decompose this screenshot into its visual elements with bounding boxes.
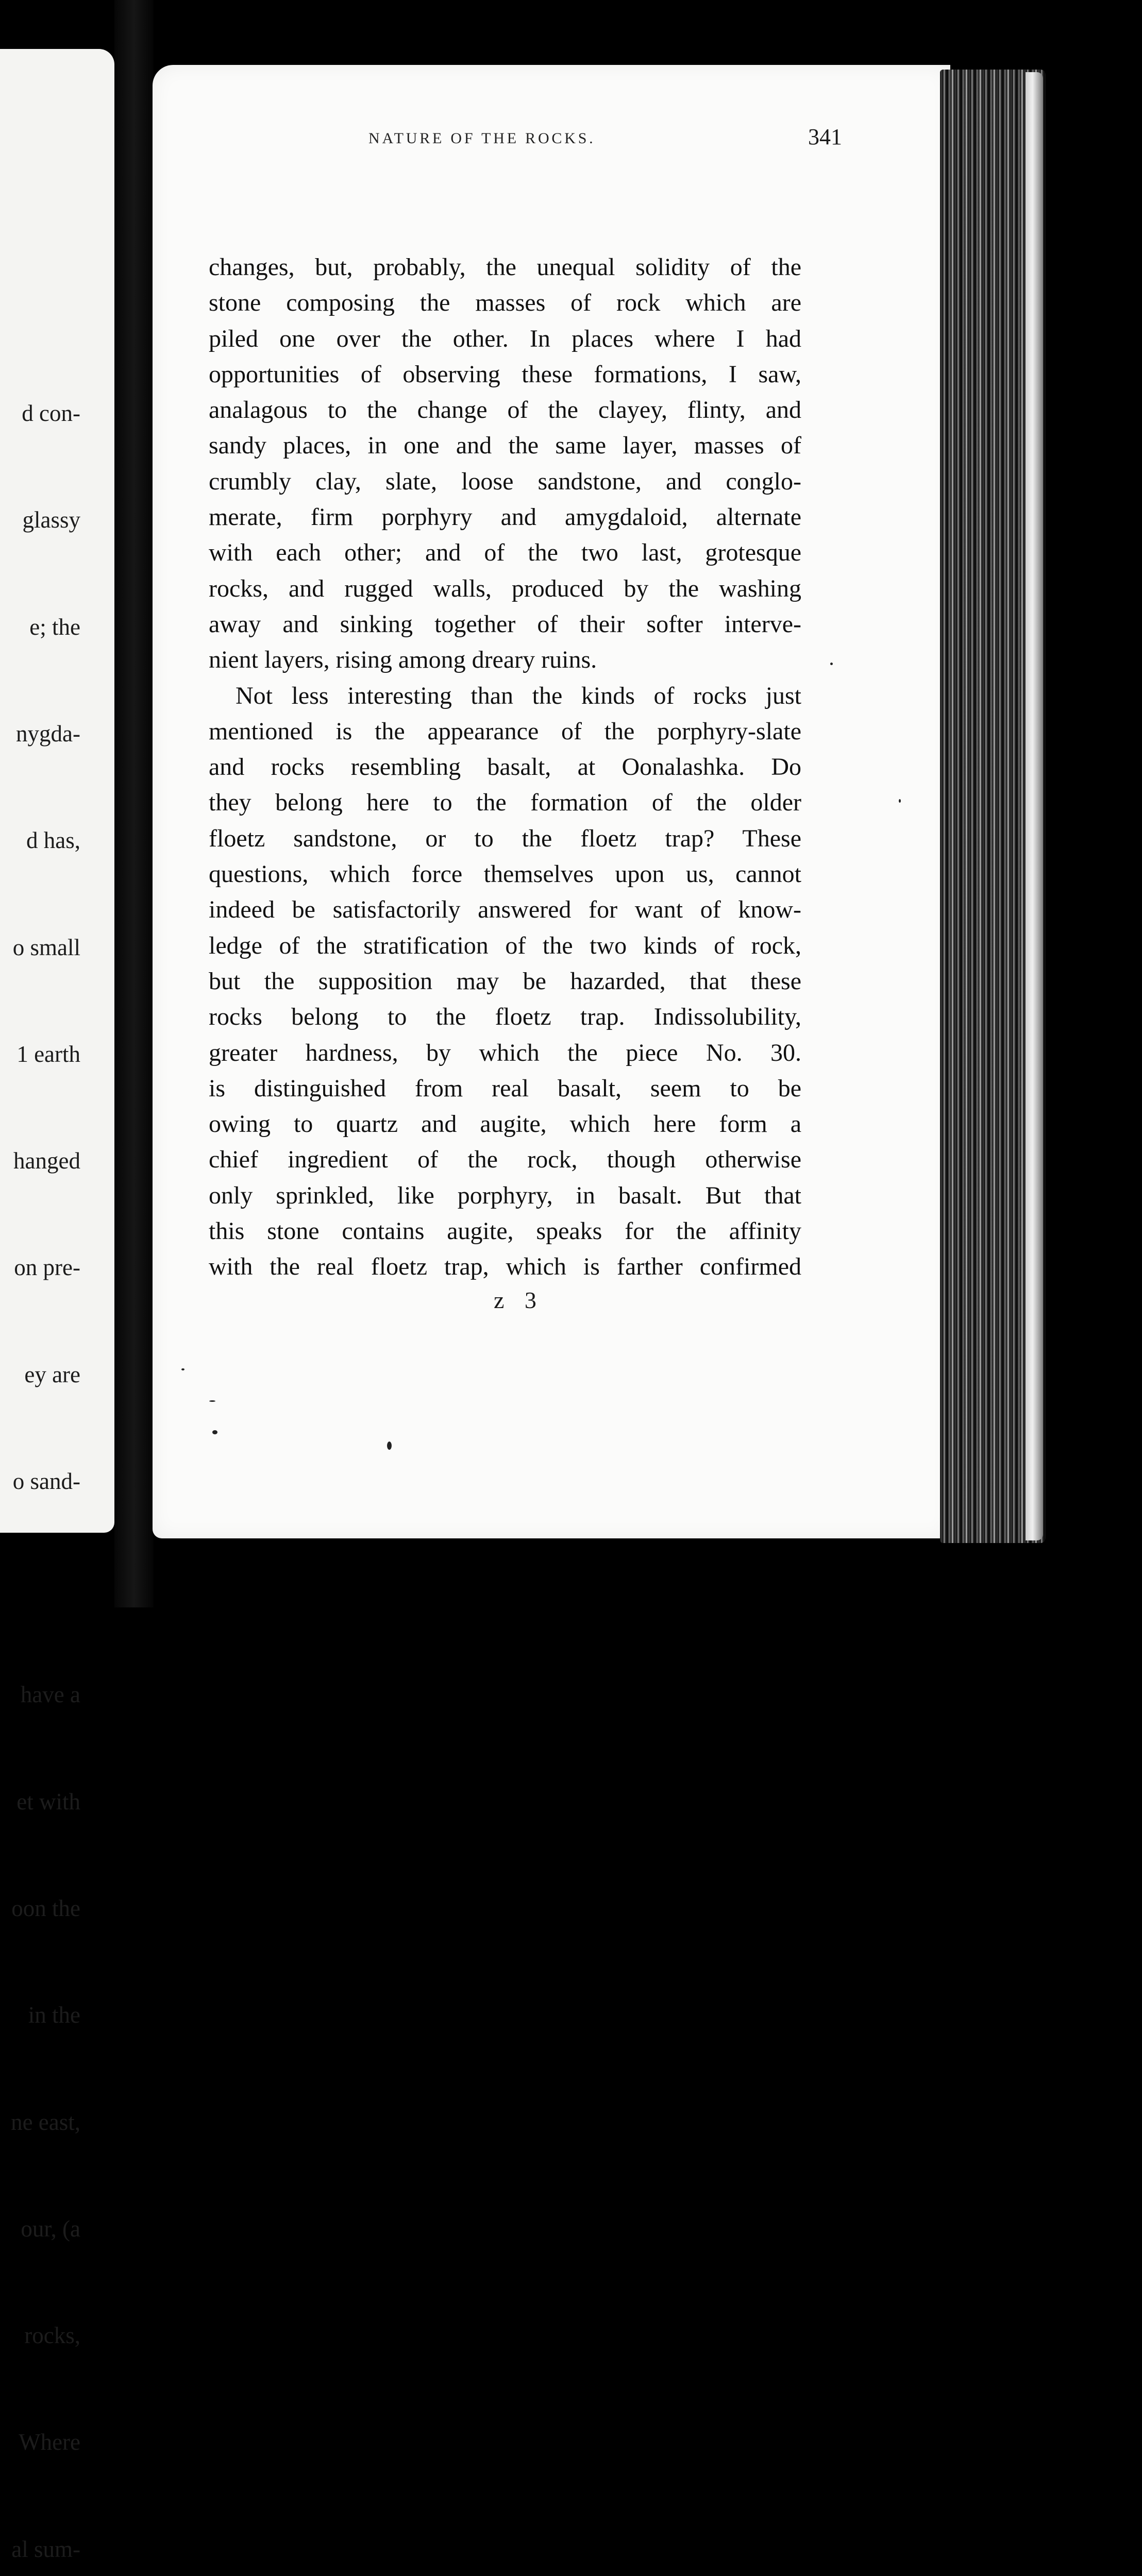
left-line: hanged: [13, 1148, 80, 1174]
text-line: is distinguished from real basalt, seem to be: [209, 1074, 801, 1102]
left-paragraph-gap: [6, 1570, 80, 1606]
body-text: [209, 249, 801, 1285]
left-line: d con-: [22, 400, 80, 427]
ink-speck: [830, 663, 833, 665]
left-line: in the: [28, 2002, 80, 2028]
text-line: floetz sandstone, or to the floetz trap? These: [209, 824, 801, 852]
text-line: sandy places, in one and the same layer, masses of: [209, 432, 801, 460]
left-line: on pre-: [14, 1255, 80, 1281]
page-number: 341: [808, 124, 842, 149]
left-line: glassy: [22, 507, 80, 533]
text-line: indeed be satisfactorily answered for want of know-: [209, 896, 801, 924]
running-title: NATURE OF THE ROCKS.: [368, 130, 596, 147]
text-line: but the supposition may be hazarded, that these: [209, 967, 801, 995]
text-line: this stone contains augite, speaks for the affinity: [209, 1217, 801, 1245]
ink-speck: [387, 1442, 392, 1450]
text-line: merate, firm porphyry and amygdaloid, alternate: [209, 503, 801, 531]
left-line: ne east,: [11, 2109, 80, 2135]
left-line: al sum-: [11, 2536, 80, 2562]
text-line: piled one over the other. In places where I had: [209, 325, 801, 352]
left-line: Where: [19, 2429, 80, 2455]
text-line: mentioned is the appearance of the porphyry-slate: [209, 717, 801, 745]
ink-speck: [209, 1400, 215, 1402]
running-head: [59, 124, 842, 161]
left-line: rocks,: [24, 2323, 80, 2349]
left-line: 1 earth: [16, 1041, 80, 1067]
left-line: oon the: [11, 1895, 80, 1922]
text-line: rocks belong to the floetz trap. Indissolubility,: [209, 1003, 801, 1031]
book-gutter: [114, 0, 154, 1607]
text-line: analagous to the change of the clayey, flinty, and: [209, 396, 801, 424]
left-line: o small: [12, 934, 80, 960]
left-facing-page: [0, 49, 114, 2562]
left-line: d has,: [26, 827, 80, 854]
text-line: rocks, and rugged walls, produced by the washing: [209, 574, 801, 602]
left-page-text: [6, 325, 80, 2576]
left-line: nygda-: [16, 721, 80, 747]
ink-speck: [181, 1368, 184, 1370]
left-line: our, (a: [21, 2215, 80, 2242]
left-line: ey are: [24, 1361, 80, 1387]
text-line: and rocks resembling basalt, at Oonalashka. Do: [209, 753, 801, 781]
book-fore-edge-highlight: [1026, 72, 1043, 1540]
text-line: Not less interesting than the kinds of rocks just: [236, 682, 801, 709]
text-line: with each other; and of the two last, grotesque: [209, 539, 801, 567]
text-line: only sprinkled, like porphyry, in basalt. But that: [209, 1181, 801, 1209]
text-line: questions, which force themselves upon us, cannot: [209, 860, 801, 888]
text-line: stone composing the masses of rock which are: [209, 289, 801, 317]
signature-mark: z 3: [494, 1287, 544, 1313]
left-line: e; the: [29, 614, 80, 640]
ink-speck: [899, 799, 901, 803]
text-line: changes, but, probably, the unequal solidity of the: [209, 253, 801, 281]
text-line: with the real floetz trap, which is farther confirmed: [209, 1253, 801, 1281]
ink-speck: [212, 1430, 217, 1434]
text-line: they belong here to the formation of the older: [209, 789, 801, 817]
text-line: greater hardness, by which the piece No. 30.: [209, 1039, 801, 1066]
text-line: away and sinking together of their softer interve-: [209, 610, 801, 638]
text-line: crumbly clay, slate, loose sandstone, and conglo-: [209, 467, 801, 495]
text-line: ledge of the stratification of the two kinds of rock,: [209, 931, 801, 959]
left-line: have a: [20, 1682, 80, 1708]
left-line: o sand-: [12, 1468, 80, 1494]
text-line: owing to quartz and augite, which here form a: [209, 1110, 801, 1138]
text-line: opportunities of observing these formations, I saw,: [209, 360, 801, 388]
text-line: nient layers, rising among dreary ruins.: [209, 646, 597, 674]
left-line: et with: [16, 1788, 80, 1815]
text-line: chief ingredient of the rock, though otherwise: [209, 1146, 801, 1174]
